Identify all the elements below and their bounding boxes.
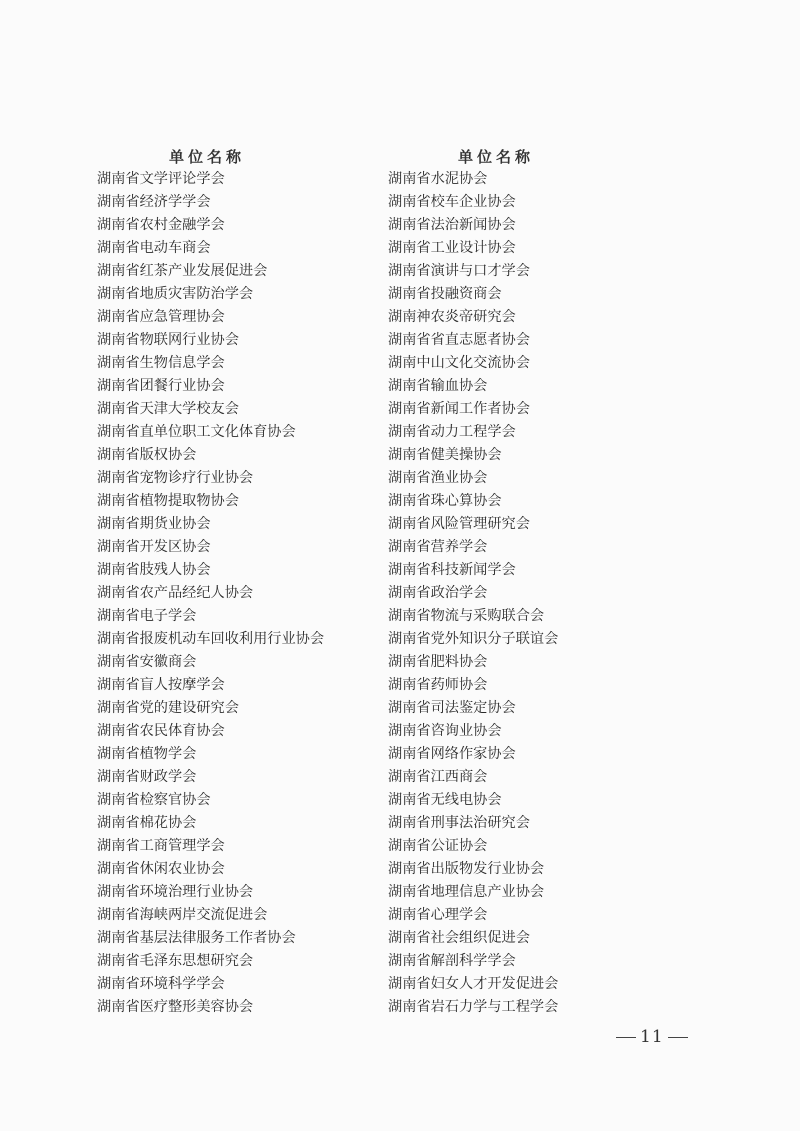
list-item: 湖南省环境治理行业协会 — [97, 884, 254, 900]
list-item: 湖南省演讲与口才学会 — [388, 263, 530, 279]
list-item: 湖南省岩石力学与工程学会 — [388, 999, 559, 1015]
list-item: 湖南省生物信息学会 — [97, 355, 225, 371]
right-unit-list — [388, 168, 678, 1019]
list-item: 湖南省江西商会 — [388, 769, 488, 785]
list-item: 湖南中山文化交流协会 — [388, 355, 530, 371]
list-item: 湖南省咨询业协会 — [388, 723, 502, 739]
list-item: 湖南省物联网行业协会 — [97, 332, 239, 348]
list-item: 湖南省刑事法治研究会 — [388, 815, 530, 831]
list-item: 湖南省基层法律服务工作者协会 — [97, 930, 296, 946]
list-item: 湖南省检察官协会 — [97, 792, 211, 808]
list-item: 湖南神农炎帝研究会 — [388, 309, 516, 325]
page-number-footer — [612, 1027, 692, 1047]
list-item: 湖南省农产品经纪人协会 — [97, 585, 254, 601]
list-item: 湖南省动力工程学会 — [388, 424, 516, 440]
list-item: 湖南省省直志愿者协会 — [388, 332, 530, 348]
list-item: 湖南省植物学会 — [97, 746, 197, 762]
left-column — [97, 146, 387, 1019]
list-item: 湖南省电动车商会 — [97, 240, 211, 256]
dash-right — [668, 1037, 688, 1038]
dash-left — [616, 1037, 636, 1038]
list-item: 湖南省天津大学校友会 — [97, 401, 239, 417]
list-item: 湖南省工业设计协会 — [388, 240, 516, 256]
list-item: 湖南省法治新闻协会 — [388, 217, 516, 233]
list-item: 湖南省渔业协会 — [388, 470, 488, 486]
list-item: 湖南省地理信息产业协会 — [388, 884, 545, 900]
list-item: 湖南省棉花协会 — [97, 815, 197, 831]
list-item: 湖南省心理学会 — [388, 907, 488, 923]
list-item: 湖南省地质灾害防治学会 — [97, 286, 254, 302]
list-item: 湖南省医疗整形美容协会 — [97, 999, 254, 1015]
list-item: 湖南省宠物诊疗行业协会 — [97, 470, 254, 486]
list-item: 湖南省药师协会 — [388, 677, 488, 693]
list-item: 湖南省公证协会 — [388, 838, 488, 854]
left-unit-list — [97, 168, 387, 1019]
list-item: 湖南省安徽商会 — [97, 654, 197, 670]
list-item: 湖南省植物提取物协会 — [97, 493, 239, 509]
list-item: 湖南省水泥协会 — [388, 171, 488, 187]
list-item: 湖南省休闲农业协会 — [97, 861, 225, 877]
list-item: 湖南省盲人按摩学会 — [97, 677, 225, 693]
list-item: 湖南省出版物发行业协会 — [388, 861, 545, 877]
list-item: 湖南省健美操协会 — [388, 447, 502, 463]
list-item: 湖南省期货业协会 — [97, 516, 211, 532]
list-item: 湖南省经济学学会 — [97, 194, 211, 210]
list-item: 湖南省解剖科学学会 — [388, 953, 516, 969]
list-item: 湖南省珠心算协会 — [388, 493, 502, 509]
list-item: 湖南省社会组织促进会 — [388, 930, 530, 946]
right-column-header: 单位名称 — [458, 148, 535, 166]
list-item: 湖南省新闻工作者协会 — [388, 401, 530, 417]
list-item: 湖南省开发区协会 — [97, 539, 211, 555]
list-item: 湖南省农村金融学会 — [97, 217, 225, 233]
list-item: 湖南省肥料协会 — [388, 654, 488, 670]
list-item: 湖南省营养学会 — [388, 539, 488, 555]
list-item: 湖南省团餐行业协会 — [97, 378, 225, 394]
list-item: 湖南省风险管理研究会 — [388, 516, 530, 532]
list-item: 湖南省校车企业协会 — [388, 194, 516, 210]
list-item: 湖南省海峡两岸交流促进会 — [97, 907, 268, 923]
list-item: 湖南省农民体育协会 — [97, 723, 225, 739]
list-item: 湖南省文学评论学会 — [97, 171, 225, 187]
list-item: 湖南省输血协会 — [388, 378, 488, 394]
list-item: 湖南省环境科学学会 — [97, 976, 225, 992]
list-item: 湖南省无线电协会 — [388, 792, 502, 808]
list-item: 湖南省妇女人才开发促进会 — [388, 976, 559, 992]
list-item: 湖南省版权协会 — [97, 447, 197, 463]
list-item: 湖南省科技新闻学会 — [388, 562, 516, 578]
list-item: 湖南省红茶产业发展促进会 — [97, 263, 268, 279]
list-item: 湖南省应急管理协会 — [97, 309, 225, 325]
list-item: 湖南省肢残人协会 — [97, 562, 211, 578]
right-column — [388, 146, 678, 1019]
list-item: 湖南省电子学会 — [97, 608, 197, 624]
list-item: 湖南省报废机动车回收利用行业协会 — [97, 631, 325, 647]
list-item: 湖南省物流与采购联合会 — [388, 608, 545, 624]
list-item: 湖南省政治学会 — [388, 585, 488, 601]
list-item: 湖南省党外知识分子联谊会 — [388, 631, 559, 647]
list-item: 湖南省毛泽东思想研究会 — [97, 953, 254, 969]
list-item: 湖南省投融资商会 — [388, 286, 502, 302]
list-item: 湖南省财政学会 — [97, 769, 197, 785]
list-item: 湖南省网络作家协会 — [388, 746, 516, 762]
left-column-header: 单位名称 — [169, 148, 246, 166]
list-item: 湖南省工商管理学会 — [97, 838, 225, 854]
page-number: 11 — [640, 1027, 664, 1047]
list-item: 湖南省直单位职工文化体育协会 — [97, 424, 296, 440]
list-item: 湖南省司法鉴定协会 — [388, 700, 516, 716]
list-item: 湖南省党的建设研究会 — [97, 700, 239, 716]
